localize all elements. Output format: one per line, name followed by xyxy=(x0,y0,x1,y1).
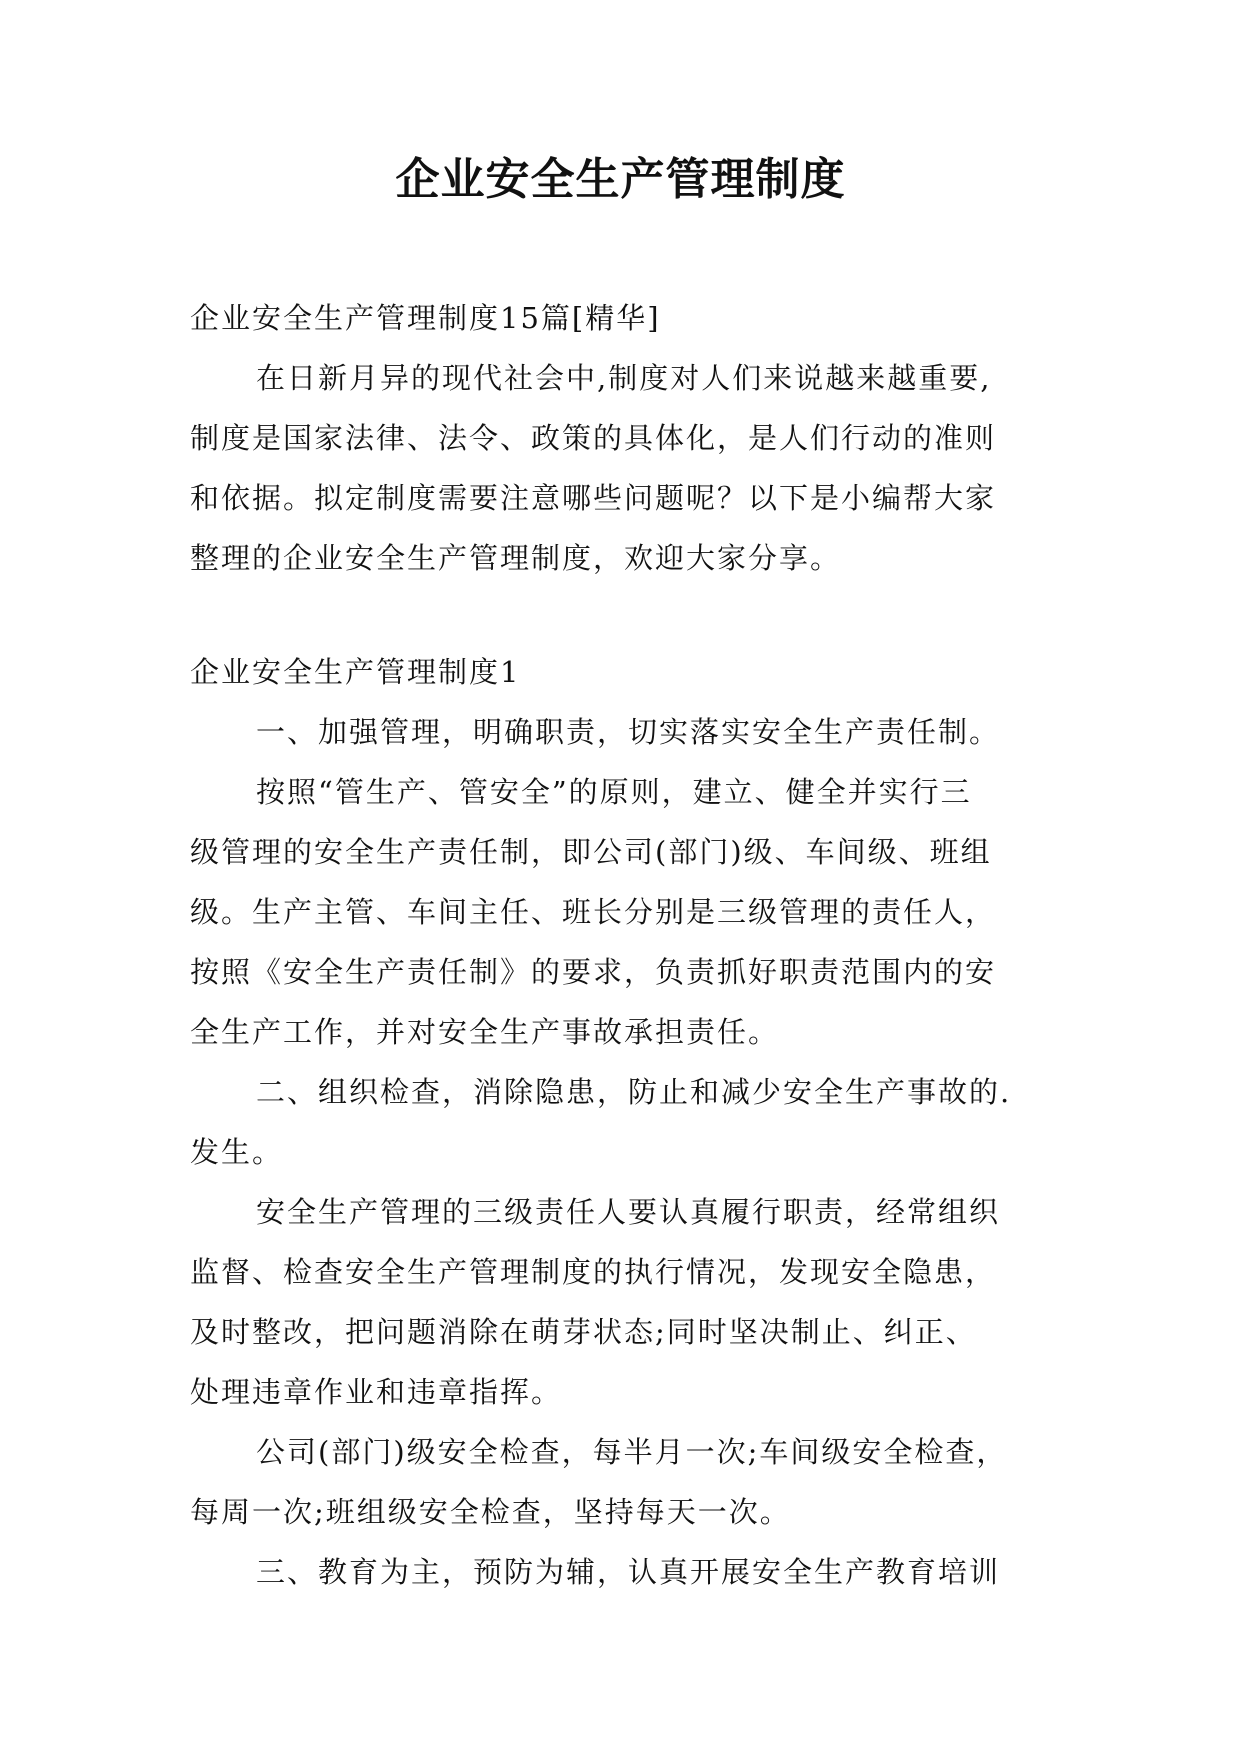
section-line: 按照“管生产、管安全”的原则，建立、健全并实行三 xyxy=(256,775,972,809)
section-line: 二、组织检查，消除隐患，防止和减少安全生产事故的. xyxy=(256,1075,1012,1109)
intro-line: 制度是国家法律、法令、政策的具体化，是人们行动的准则 xyxy=(190,421,997,455)
section-line: 每周一次;班组级安全检查，坚持每天一次。 xyxy=(190,1495,791,1529)
intro-line: 整理的企业安全生产管理制度，欢迎大家分享。 xyxy=(190,541,842,575)
intro-heading: 企业安全生产管理制度15篇[精华] xyxy=(190,301,661,335)
section-line: 安全生产管理的三级责任人要认真履行职责，经常组织 xyxy=(256,1195,1001,1229)
section-line: 发生。 xyxy=(190,1135,284,1169)
section-line: 一、加强管理，明确职责，切实落实安全生产责任制。 xyxy=(256,715,1001,749)
section-line: 三、教育为主，预防为辅，认真开展安全生产教育培训 xyxy=(256,1555,1001,1589)
section-line: 级。生产主管、车间主任、班长分别是三级管理的责任人， xyxy=(190,895,997,929)
section-line: 全生产工作，并对安全生产事故承担责任。 xyxy=(190,1015,780,1049)
document-body xyxy=(190,288,1070,1602)
section-line: 级管理的安全生产责任制，即公司(部门)级、车间级、班组 xyxy=(190,835,992,869)
section-line: 及时整改，把问题消除在萌芽状态;同时坚决制止、纠正、 xyxy=(190,1315,977,1349)
section-line: 监督、检查安全生产管理制度的执行情况，发现安全隐患， xyxy=(190,1255,997,1289)
section-line: 按照《安全生产责任制》的要求，负责抓好职责范围内的安 xyxy=(190,955,997,989)
section-heading: 企业安全生产管理制度1 xyxy=(190,655,521,689)
section-line: 公司(部门)级安全检查，每半月一次;车间级安全检查， xyxy=(256,1435,1008,1469)
intro-line: 在日新月异的现代社会中,制度对人们来说越来越重要, xyxy=(256,361,992,395)
paragraph-spacer xyxy=(190,588,1070,642)
document-title: 企业安全生产管理制度 xyxy=(395,154,846,205)
section-line: 处理违章作业和违章指挥。 xyxy=(190,1375,563,1409)
intro-line: 和依据。拟定制度需要注意哪些问题呢？以下是小编帮大家 xyxy=(190,481,997,515)
